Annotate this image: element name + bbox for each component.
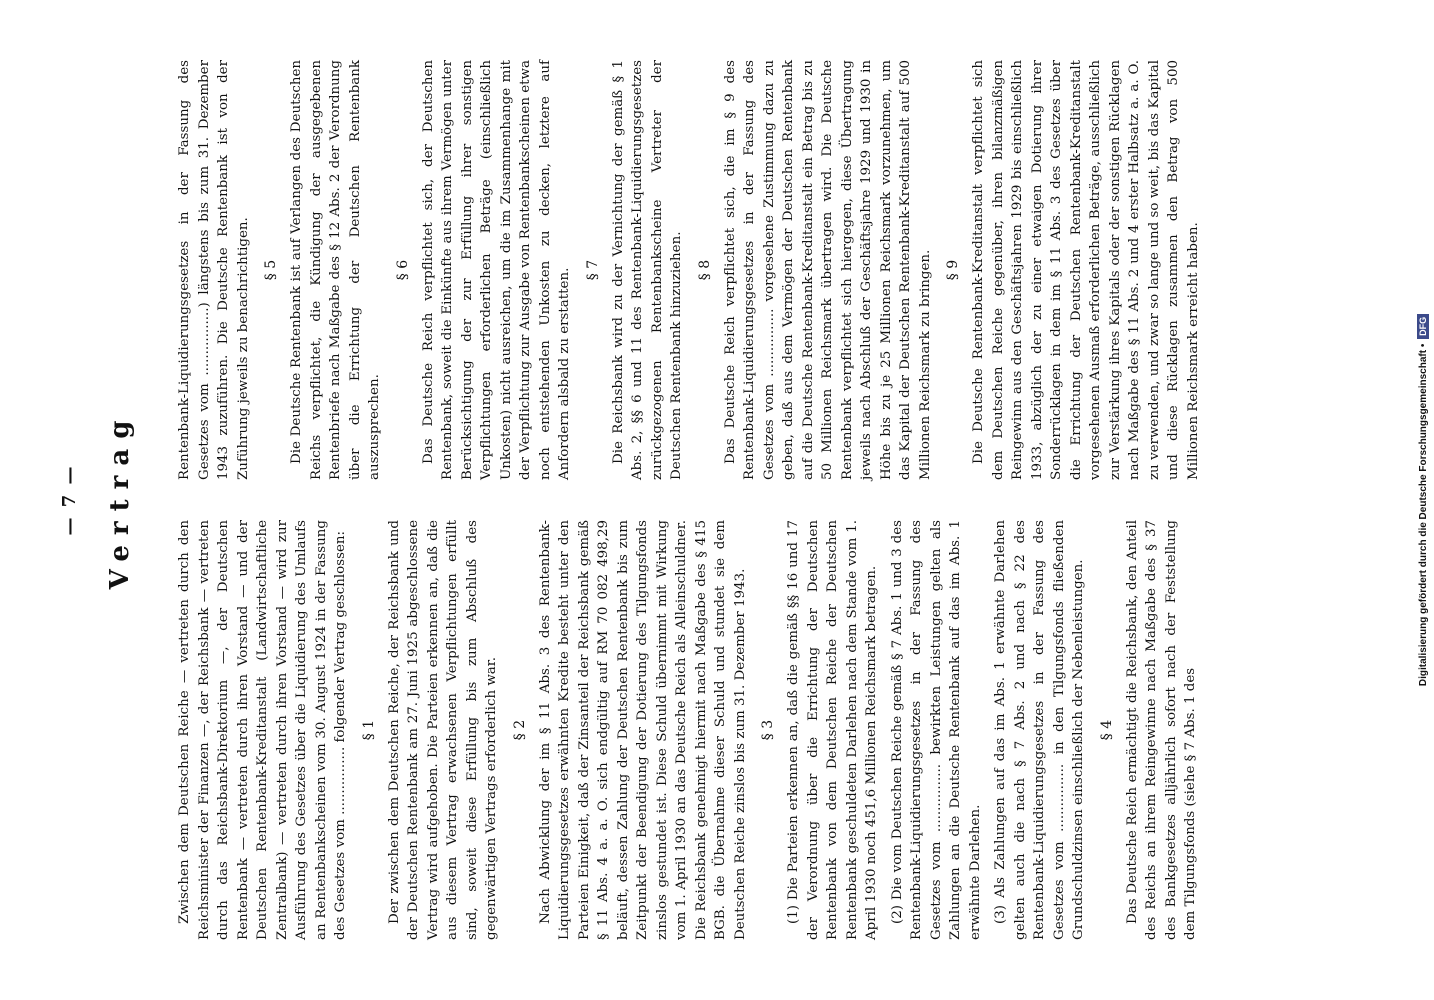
paragraph: Das Deutsche Reich ermächtigt die Reichsbank, den Anteil des Reichs an ihrem Reingewinne nach Maßgabe des § 37 des Bankgesetzes alljährlich sofort nach der Feststellung dem Tilgungsfonds (siehe § 7 Abs. 1 des — [1124, 520, 1198, 940]
page-number: — 7 — — [59, 464, 80, 536]
paragraph: Die Deutsche Rentenbank-Kreditanstalt verpflichtet sich dem Deutschen Reiche gegenüber, ihren bilanzmäßigen Reingewinn aus den Geschäftsjahren 1929 bis einschließlich 1933, abzüglich der zu einer etwaigen Dotierung ihrer Sonderrücklagen in dem im § 11 Abs. 3 des Gesetzes über die Errichtung der Deutschen Rentenbank-Kreditanstalt vorgesehenen Ausmaß erforderlichen Beträge, ausschließlich zur Verstärkung ihres Kapitals oder der sonstigen Rücklagen nach Maßgabe des § 11 Abs. 2 und 4 erster Halbsatz a. a. O. zu verwenden, und zwar so lange und so weit, bis das Kapital und diese Rücklagen zusammen den Betrag von 500 Millionen Reichsmark erreicht haben. — [971, 60, 1201, 480]
digitization-credit — [1417, 220, 1429, 780]
document-title: Vertrag — [105, 410, 135, 590]
section-heading: § 1 — [360, 719, 377, 741]
right-text-column — [175, 60, 1209, 480]
section-heading: § 4 — [1098, 719, 1115, 741]
left-text-column — [175, 520, 1207, 940]
paragraph: Der zwischen dem Deutschen Reiche, der Reichsbank und der Deutschen Rentenbank am 27. Juni 1925 abgeschlossene Vertrag wird aufgehoben. Die Parteien erkennen an, daß die aus diesem Vertrag erwachsenen Verpflichtungen erfüllt sind, soweit diese Erfüllung bis zum Abschluß des gegenwärtigen Vertrags erforderlich war. — [386, 520, 499, 940]
section-heading: § 9 — [945, 259, 961, 281]
digitization-credit-text: Digitalisierung gefördert durch die Deutsche Forschungsgemeinschaft • — [1418, 343, 1429, 687]
paragraph: Rentenbank-Liquidierungsgesetzes in der Fassung des Gesetzes vom ................) längstens bis zum 31. Dezember 1943 zuzuführen. Die Deutsche Rentenbank ist von der Zuführung jeweils zu benachrichtigen. — [177, 60, 251, 480]
section-heading: § 6 — [394, 259, 411, 281]
paragraph: Die Deutsche Rentenbank ist auf Verlangen des Deutschen Reichs verpflichtet, die Kündigung der ausgegebenen Rentenbriefe nach Maßgabe des § 12 Abs. 2 der Verordnung über die Errichtung der Deutschen Rentenbank auszusprechen. — [289, 60, 382, 480]
paragraph: (3) Als Zahlungen auf das im Abs. 1 erwähnte Darlehen gelten auch die nach § 7 Abs. 2 und nach § 22 des Rentenbank-Liquidierungsgesetzes in der Fassung des Gesetzes vom ................ in den Tilgungsfonds fließenden Grundschuldzinsen einschließlich der Nebenleistungen. — [993, 520, 1086, 940]
paragraph: (1) Die Parteien erkennen an, daß die gemäß §§ 16 und 17 der Verordnung über die Errichtung der Deutschen Rentenbank von dem Deutschen Reiche der Deutschen Rentenbank geschuldeten Darlehen nach dem Stande vom 1. April 1930 noch 451,6 Millionen Reichsmark betragen. — [786, 520, 879, 940]
rotated-document-page — [55, 50, 1434, 950]
section-heading: § 2 — [511, 719, 528, 741]
section-heading: § 7 — [584, 259, 601, 281]
paragraph: Das Deutsche Reich verpflichtet sich, die im § 9 des Rentenbank-Liquidierungsgesetzes in der Fassung des Gesetzes vom ................ vorgesehene Zustimmung dazu zu geben, daß aus dem Vermögen der Deutschen Rentenbank auf die Deutsche Rentenbank-Kreditanstalt ein Betrag bis zu 50 Millionen Reichsmark übertragen wird. Die Deutsche Rentenbank verpflichtet sich hiergegen, diese Übertragung jeweils nach Abschluß der Geschäftsjahre 1929 und 1930 in Höhe bis zu je 25 Millionen Reichsmark vorzunehmen, um das Kapital der Deutschen Rentenbank-Kreditanstalt auf 500 Millionen Reichsmark zu bringen. — [722, 60, 933, 480]
paragraph: Zwischen dem Deutschen Reiche — vertreten durch den Reichsminister der Finanzen —, der Reichsbank — vertreten durch das Reichsbank-Direktorium —, der Deutschen Rentenbank — vertreten durch ihren Vorstand — und der Deutschen Rentenbank-Kreditanstalt (Landwirtschaftliche Zentralbank) — vertreten durch ihren Vorstand — wird zur Ausführung des Gesetzes über die Liquidierung des Umlaufs an Rentenbankscheinen vom 30. August 1924 in der Fassung des Gesetzes vom ................ folgender Vertrag geschlossen: — [177, 520, 348, 940]
paragraph: Nach Abwicklung der im § 11 Abs. 3 des Rentenbank-Liquidierungsgesetzes erwähnten Kredite besteht unter den Parteien Einigkeit, daß der Zinsanteil der Reichsbank gemäß § 11 Abs. 4 a. a. O. sich endgültig auf RM 70 082 498,29 beläuft, dessen Zahlung der Deutschen Rentenbank bis zum Zeitpunkt der Beendigung der Dotierung des Tilgungsfonds zinslos gestundet ist. Diese Schuld übernimmt mit Wirkung vom 1. April 1930 an das Deutsche Reich als Alleinschuldner. Die Reichsbank genehmigt hiermit nach Maßgabe des § 415 BGB. die Übernahme dieser Schuld und stundet sie dem Deutschen Reiche zinslos bis zum 31. Dezember 1943. — [537, 520, 748, 940]
section-heading: § 3 — [760, 719, 776, 741]
paragraph: Das Deutsche Reich verpflichtet sich, der Deutschen Rentenbank, soweit die Einkünfte aus ihrem Vermögen unter Berücksichtigung der zur Erfüllung ihrer sonstigen Verpflichtungen erforderlichen Beträge (einschließlich Unkosten) nicht ausreichen, um die im Zusammenhange mit der Verpflichtung zur Ausgabe von Rentenbankscheinen etwa noch entstehenden Unkosten zu decken, letztere auf Anfordern alsbald zu erstatten. — [420, 60, 572, 480]
section-heading: § 5 — [263, 259, 279, 281]
paragraph: Die Reichsbank wird zu der Vernichtung der gemäß § 1 Abs. 2, §§ 6 und 11 des Rentenbank-Liquidierungsgesetzes zurückgezogenen Rentenbankscheine Vertreter der Deutschen Rentenbank hinzuziehen. — [610, 60, 684, 480]
section-heading: § 8 — [696, 259, 713, 281]
dfg-logo: DFG — [1417, 314, 1429, 339]
paragraph: (2) Die vom Deutschen Reiche gemäß § 7 Abs. 1 und 3 des Rentenbank-Liquidierungsgesetzes in der Fassung des Gesetzes vom ................ bewirkten Leistungen gelten als Zahlungen an die Deutsche Rentenbank auf das im Abs. 1 erwähnte Darlehen. — [889, 520, 983, 940]
